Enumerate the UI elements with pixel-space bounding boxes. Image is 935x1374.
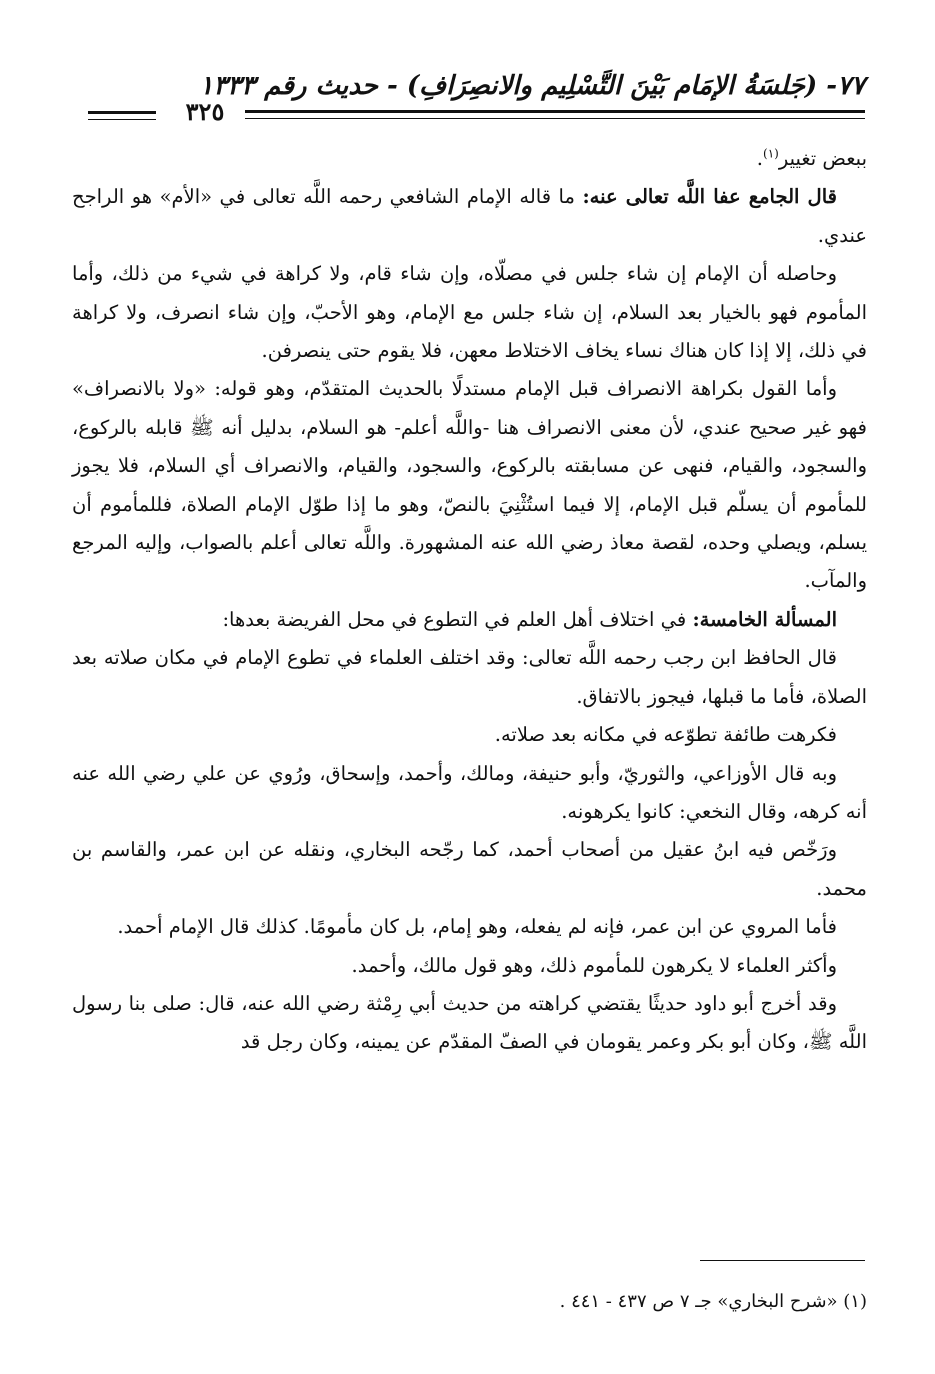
header-rule [245, 110, 865, 113]
issue-heading: المسألة الخامسة: [692, 607, 837, 631]
paragraph-5-text: في اختلاف أهل العلم في التطوع في محل الفريضة بعدها: [222, 607, 693, 631]
header-rule-thin [245, 118, 865, 119]
paragraph-2-text: ما قاله الإمام الشافعي رحمه اللَّه تعالى في «الأم» هو الراجح عندي. [72, 185, 867, 247]
paragraph-6: قال الحافظ ابن رجب رحمه اللَّه تعالى: وقد اختلف العلماء في تطوع الإمام في مكان صلاته بعد الصلاة، فأما ما قبلها، فيجوز بالاتفاق. [72, 646, 867, 708]
page-number-rule [88, 111, 156, 114]
main-text [72, 140, 867, 1062]
footnote-separator [700, 1260, 865, 1261]
paragraph-5 [72, 601, 867, 639]
running-header-title: ٧٧- (جَلسَةُ الإمَام بَيْنَ التَّسْلِيم والانصِرَافِ) - حديث رقم ١٣٣٣ [199, 71, 865, 101]
paragraph-1-text: ببعض تغيير [778, 147, 867, 170]
paragraph-3: وحاصله أن الإمام إن شاء جلس في مصلّاه، وإن شاء قام، ولا كراهة في شيء من ذلك، وأما المأموم فهو بالخيار بعد السلام، إن شاء جلس مع الإمام، وهو الأحبّ، وإن شاء انصرف، ولا كراهة في ذلك، إلا إذا كان هناك نساء يخاف الاختلاط معهن، فلا يقوم حتى ينصرفن. [72, 262, 867, 363]
footnote-1: (١) «شرح البخاري» جـ ٧ ص ٤٣٧ - ٤٤١ . [559, 1291, 867, 1312]
paragraph-1-end: . [756, 147, 763, 170]
page-number-rule-thin [88, 119, 156, 120]
paragraph-4: وأما القول بكراهة الانصراف قبل الإمام مستدلًا بالحديث المتقدّم، وهو قوله: «ولا بالانصراف» فهو غير صحيح عندي، لأن معنى الانصراف هنا -واللَّه أعلم- هو السلام، بدليل أنه ﷺ قابله بالركوع، والسجود، والقيام، فنهى عن مسابقته بالركوع، والسجود، والقيام، والانصراف أي السلام، فلا يجوز للمأموم أن يسلّم قبل الإمام، إلا فيما استُثْنِيَ بالنصّ، وهو ما إذا طوّل الإمام الصلاة، فللمأموم أن يسلم، ويصلي وحده، لقصة معاذ رضي الله عنه المشهورة. واللَّه تعالى أعلم بالصواب، وإليه المرجع والمآب. [72, 377, 867, 593]
paragraph-8: وبه قال الأوزاعي، والثوريّ، وأبو حنيفة، ومالك، وأحمد، وإسحاق، ورُوي عن علي رضي الله عنه أنه كرهه، وقال النخعي: كانوا يكرهونه. [72, 761, 867, 823]
paragraph-1 [72, 140, 867, 178]
paragraph-9: ورَخّص فيه ابنُ عقيل من أصحاب أحمد، كما رجّحه البخاري، ونقله عن ابن عمر، والقاسم بن محمد. [72, 838, 867, 900]
page-number: ٣٢٥ [185, 97, 225, 126]
paragraph-11: وأكثر العلماء لا يكرهون للمأموم ذلك، وهو قول مالك، وأحمد. [351, 953, 837, 977]
compiler-note-lead: قال الجامع عفا اللَّه تعالى عنه: [582, 185, 837, 209]
paragraph-2 [72, 178, 867, 255]
paragraph-10: فأما المروي عن ابن عمر، فإنه لم يفعله، وهو إمام، بل كان مأمومًا. كذلك قال الإمام أحمد. [117, 915, 837, 939]
paragraph-12: وقد أخرج أبو داود حديثًا يقتضي كراهته من حديث أبي رِمْثة رضي الله عنه، قال: صلى بنا رسول اللَّه ﷺ، وكان أبو بكر وعمر يقومان في الصفّ المقدّم عن يمينه، وكان رجل قد [72, 991, 867, 1054]
footnote-ref: (١) [763, 146, 779, 161]
paragraph-7: فكرهت طائفة تطوّعه في مكانه بعد صلاته. [494, 723, 837, 747]
